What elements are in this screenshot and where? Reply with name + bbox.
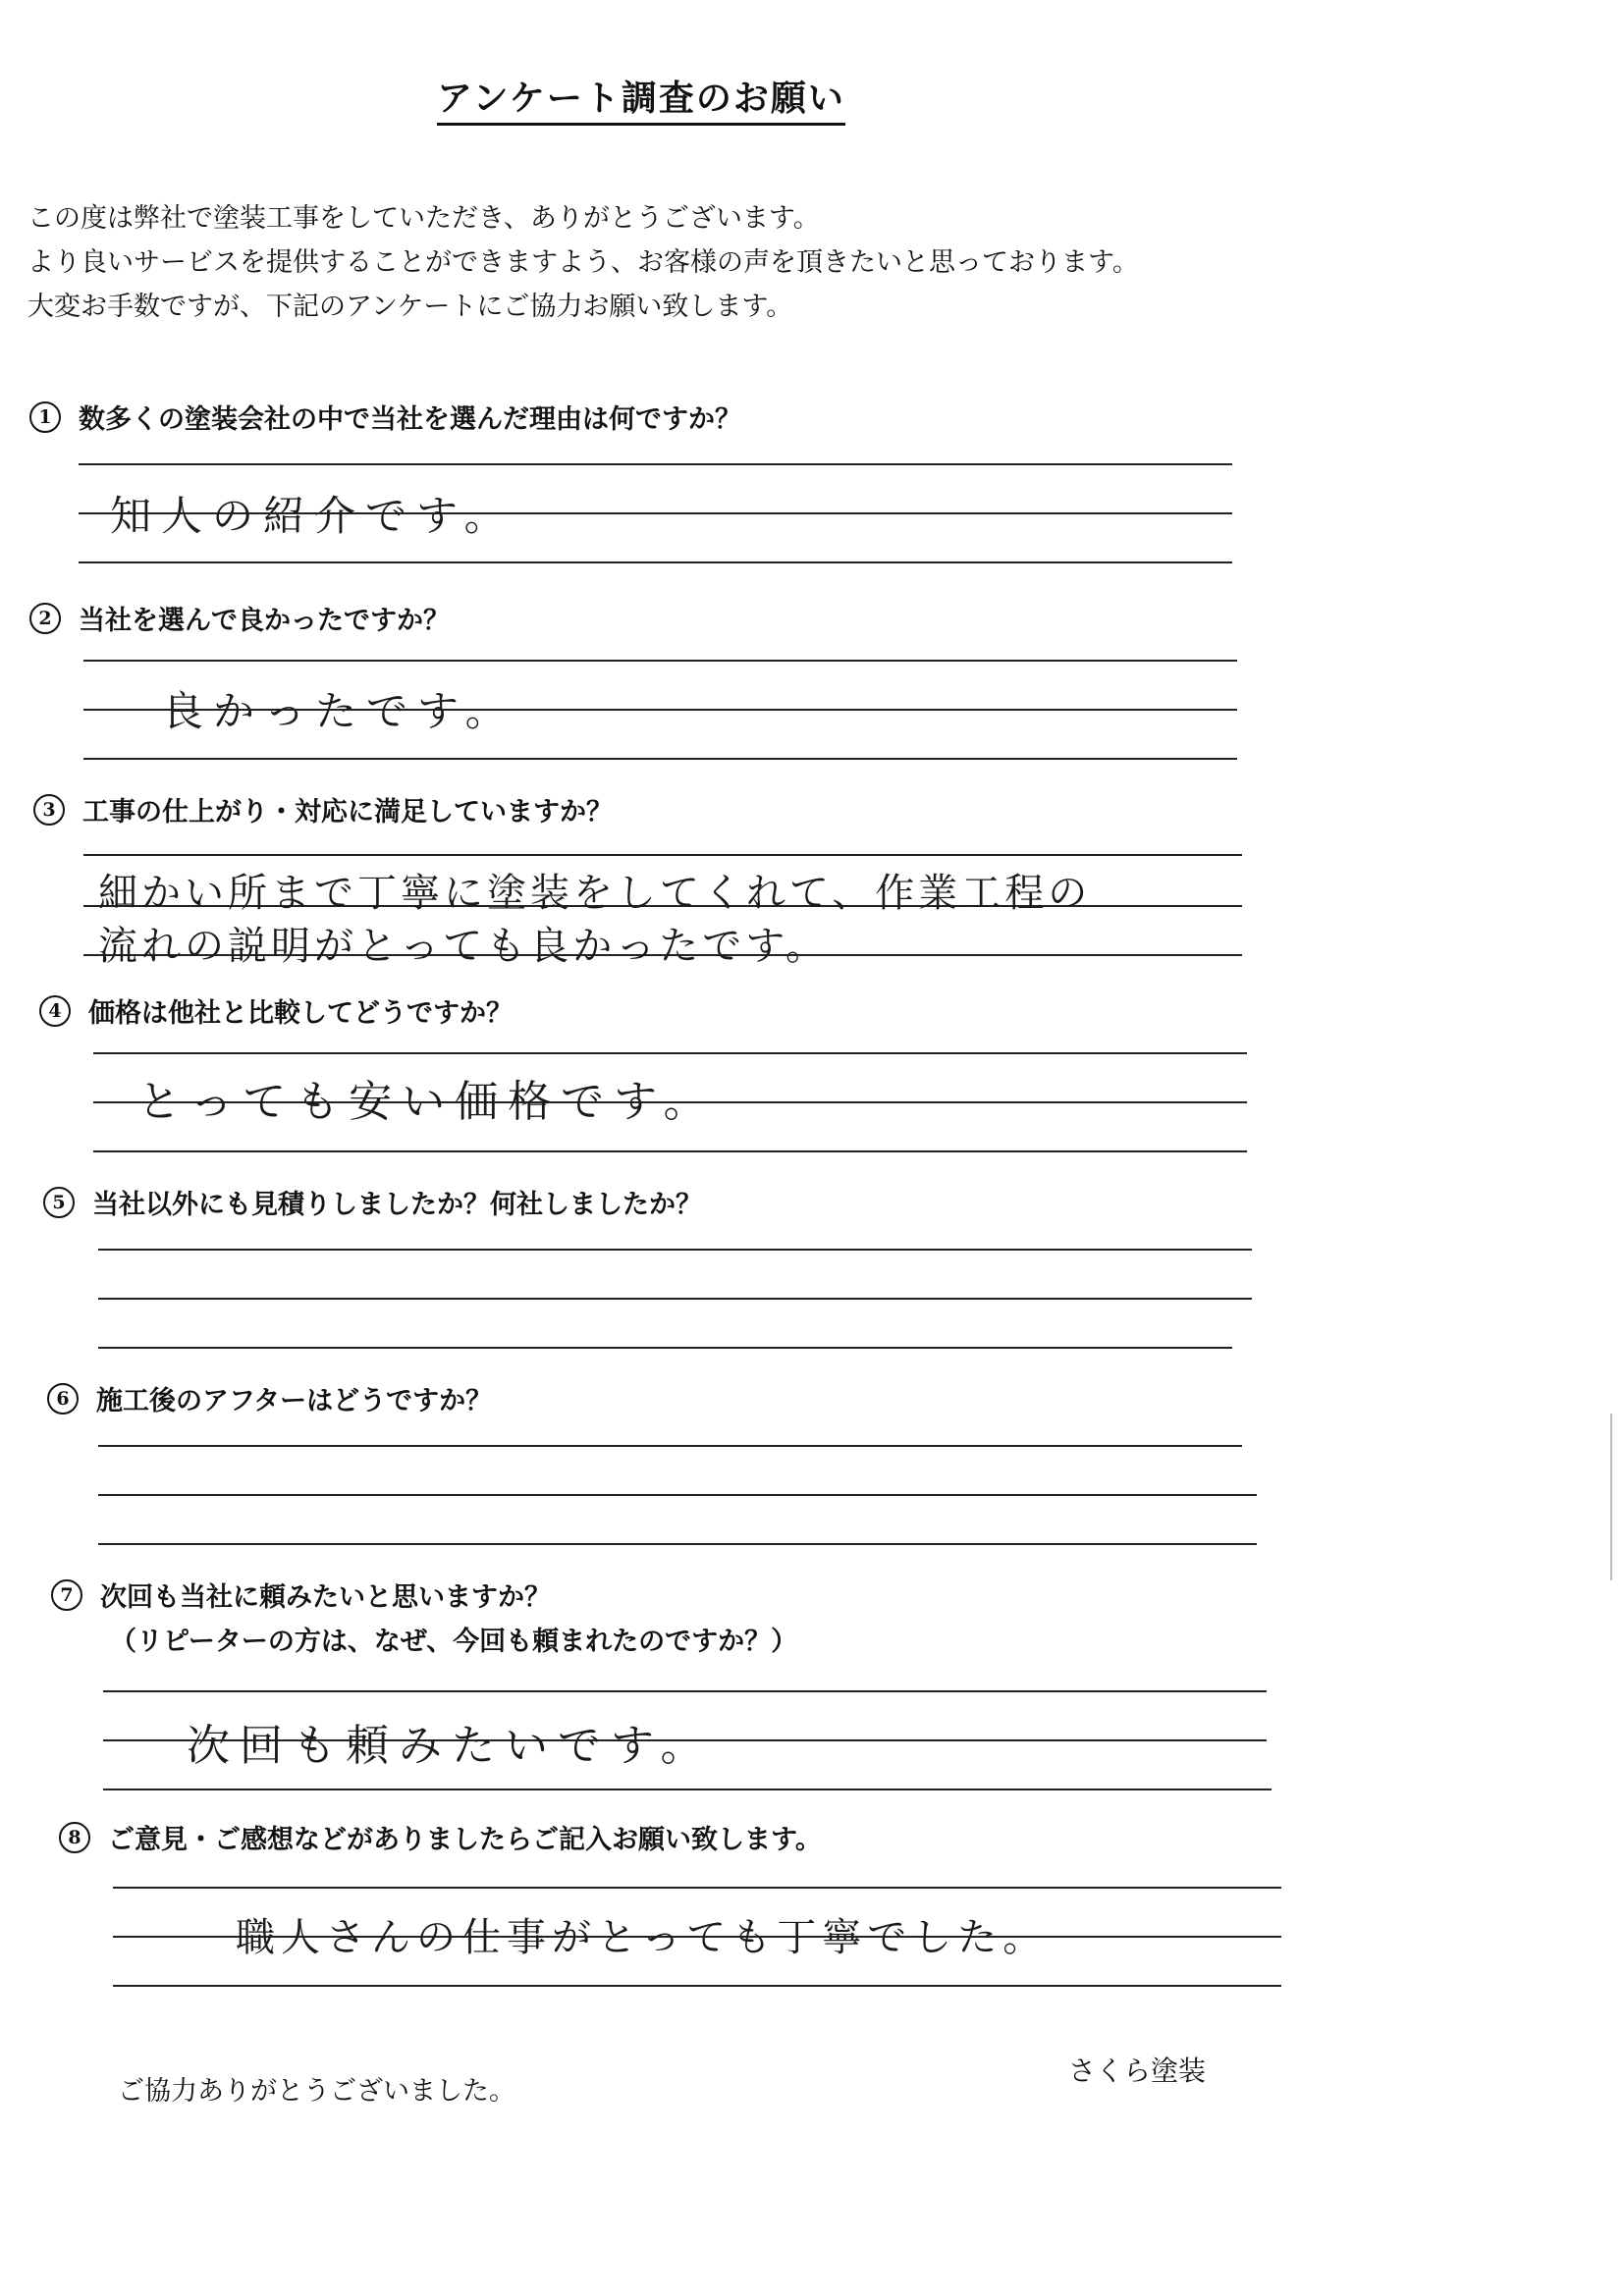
intro-line-2: より良いサービスを提供することができますよう、お客様の声を頂きたいと思っております。: [27, 247, 1139, 278]
question-7-subtext: （リピーターの方は、なぜ、今回も頼まれたのですか？）: [110, 1627, 798, 1657]
question-6: [47, 1379, 492, 1417]
question-1: [29, 398, 741, 436]
answer-line: [98, 1298, 1252, 1300]
answer-line: [103, 1690, 1267, 1692]
handwritten-answer: 職人さんの仕事がとっても丁寧でした。: [236, 1915, 1049, 1960]
question-text: 当社を選んで良かったですか？: [79, 606, 450, 636]
handwritten-answer: 流れの説明がとっても良かったです。: [98, 924, 829, 969]
company-name: さくら塗装: [1068, 2055, 1207, 2087]
question-number: 4: [39, 995, 71, 1027]
question-number: 1: [29, 401, 61, 433]
answer-line: [98, 1494, 1257, 1496]
question-text: 施工後のアフターはどうですか？: [96, 1386, 493, 1416]
scan-edge-mark: [1610, 1414, 1612, 1580]
answer-line: [79, 561, 1232, 563]
survey-title: アンケート調査のお願い: [437, 71, 845, 126]
question-4: [39, 991, 513, 1030]
answer-line: [113, 1887, 1281, 1889]
handwritten-answer: 細かい所まで丁寧に塗装をしてくれて、作業工程の: [98, 871, 1092, 916]
closing-thanks: ご協力ありがとうございました。: [118, 2076, 515, 2107]
question-text: 次回も当社に頼みたいと思いますか？: [100, 1582, 551, 1613]
question-3: [33, 790, 613, 828]
intro-line-3: 大変お手数ですが、下記のアンケートにご協力お願い致します。: [27, 292, 793, 322]
answer-line: [98, 1445, 1242, 1447]
handwritten-answer: 知人の紹介です。: [110, 492, 515, 540]
answer-line: [83, 758, 1237, 760]
question-number: 3: [33, 794, 65, 826]
handwritten-answer: とっても安い価格です。: [137, 1077, 717, 1127]
answer-line: [93, 1052, 1247, 1054]
question-number: 6: [47, 1383, 79, 1415]
question-5: [43, 1183, 702, 1221]
answer-line: [83, 660, 1237, 662]
answer-line: [98, 1249, 1252, 1251]
answer-line: [79, 463, 1232, 465]
handwritten-answer: 良かったです。: [162, 687, 516, 735]
question-number: 8: [59, 1822, 90, 1853]
question-number: 5: [43, 1187, 75, 1218]
question-2: [29, 599, 450, 637]
intro-text: [27, 196, 1139, 329]
question-text: 工事の仕上がり・対応に満足していますか？: [82, 797, 613, 828]
answer-line: [113, 1985, 1281, 1987]
answer-line: [98, 1347, 1232, 1349]
intro-line-1: この度は弊社で塗装工事をしていただき、ありがとうございます。: [27, 203, 820, 234]
answer-line: [93, 1150, 1247, 1152]
question-text: 価格は他社と比較してどうですか？: [88, 998, 513, 1029]
answer-line: [83, 854, 1242, 856]
handwritten-answer: 次回も頼みたいです。: [187, 1721, 714, 1771]
question-8: [59, 1818, 822, 1856]
question-text: 当社以外にも見積りしましたか？何社しましたか？: [92, 1190, 702, 1220]
answer-line: [98, 1543, 1257, 1545]
question-text: ご意見・ご感想などがありましたらご記入お願い致します。: [108, 1825, 822, 1855]
question-number: 7: [51, 1579, 82, 1611]
question-text: 数多くの塗装会社の中で当社を選んだ理由は何ですか？: [79, 404, 741, 435]
question-number: 2: [29, 603, 61, 634]
question-7: [51, 1575, 551, 1614]
answer-line: [103, 1789, 1272, 1790]
